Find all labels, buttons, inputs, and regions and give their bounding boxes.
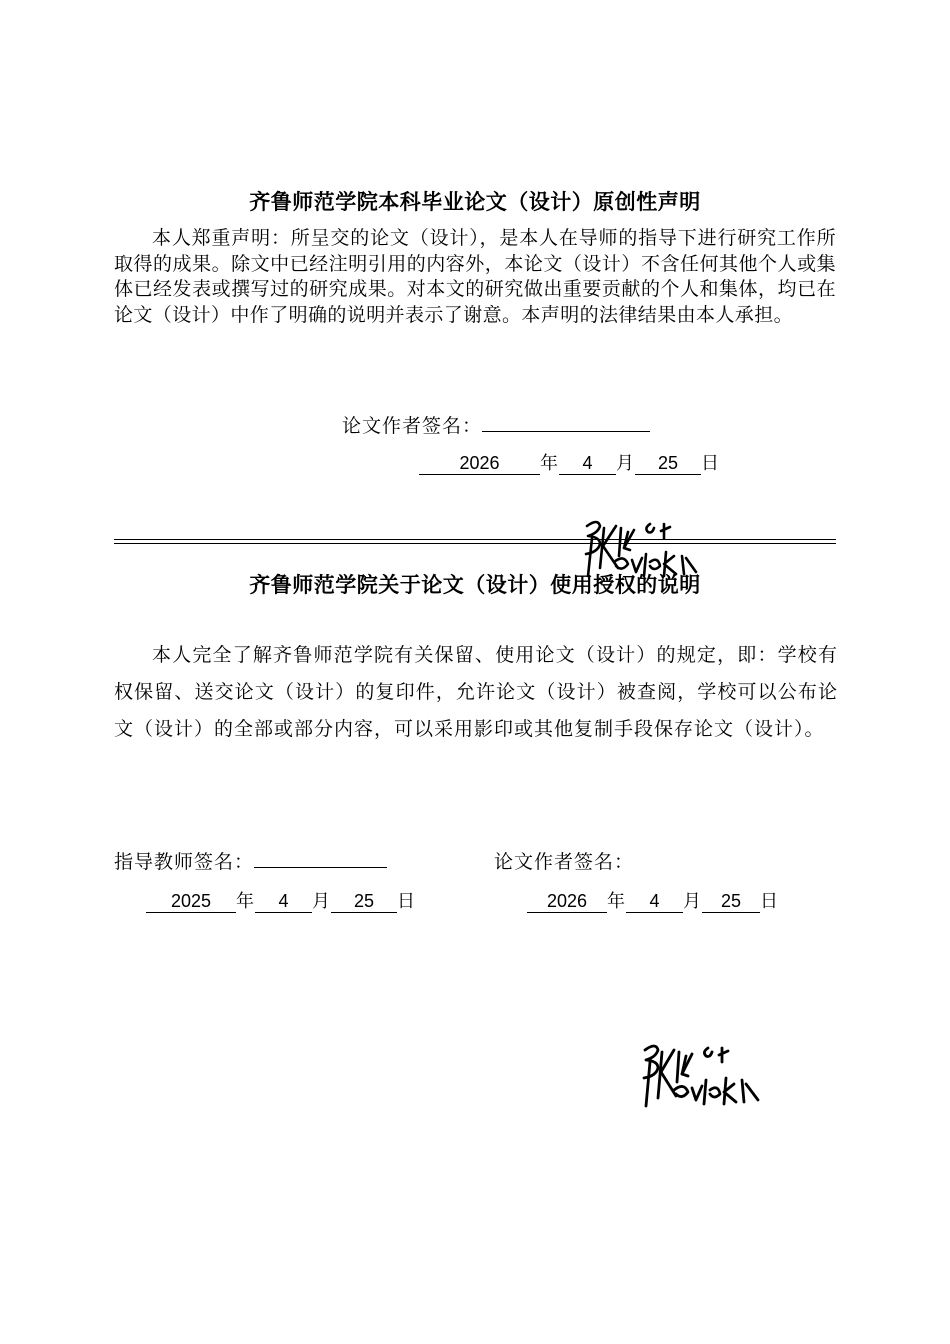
- declaration-date: [419, 449, 720, 475]
- declaration-day-unit: 日: [701, 453, 720, 474]
- advisor-date: [146, 887, 416, 913]
- declaration-body: 本人郑重声明：所呈交的论文（设计），是本人在导师的指导下进行研究工作所取得的成果。除文中已经注明引用的内容外，本论文（设计）不含任何其他个人或集体已经发表或撰写过的研究成果。对本文的研究做出重要贡献的个人和集体，均已在论文（设计）中作了明确的说明并表示了谢意。本声明的法律结果由本人承担。: [114, 227, 836, 326]
- authorization-author-month-value: 4: [626, 890, 683, 913]
- separator-rule-bottom: [114, 543, 836, 544]
- authorization-author-sign-label: 论文作者签名：: [494, 851, 635, 873]
- declaration-month-value: 4: [559, 452, 616, 475]
- advisor-sign-line[interactable]: [254, 847, 387, 868]
- authorization-author-day-value: 25: [702, 890, 760, 913]
- authorization-body: 本人完全了解齐鲁师范学院有关保留、使用论文（设计）的规定，即：学校有权保留、送交论文（设计）的复印件，允许论文（设计）被查阅，学校可以公布论文（设计）的全部或部分内容，可以采用影印或其他复制手段保存论文（设计）。: [114, 644, 838, 740]
- authorization-title: 齐鲁师范学院关于论文（设计）使用授权的说明: [249, 573, 701, 597]
- declaration-title: 齐鲁师范学院本科毕业论文（设计）原创性声明: [249, 190, 701, 214]
- declaration-author-sign-line[interactable]: [482, 411, 650, 432]
- advisor-sign-row: [114, 847, 387, 874]
- authorization-author-signature: [636, 1040, 766, 1112]
- advisor-month-value: 4: [255, 890, 312, 913]
- declaration-month-unit: 月: [616, 453, 635, 474]
- advisor-day-value: 25: [331, 890, 397, 913]
- authorization-author-sign-row: [494, 847, 634, 874]
- advisor-year-unit: 年: [236, 891, 255, 912]
- declaration-year-unit: 年: [540, 453, 559, 474]
- declaration-author-sign-row: [342, 411, 650, 438]
- authorization-author-year-value: 2026: [527, 890, 607, 913]
- separator-rule-top: [114, 539, 836, 540]
- advisor-year-value: 2025: [146, 890, 236, 913]
- declaration-day-value: 25: [635, 452, 701, 475]
- authorization-author-month-unit: 月: [683, 891, 702, 912]
- authorization-author-date: [527, 887, 779, 913]
- advisor-month-unit: 月: [312, 891, 331, 912]
- advisor-day-unit: 日: [397, 891, 416, 912]
- declaration-year-value: 2026: [419, 452, 540, 475]
- authorization-author-year-unit: 年: [607, 891, 626, 912]
- advisor-sign-label: 指导教师签名：: [114, 851, 255, 873]
- declaration-author-sign-label: 论文作者签名：: [342, 415, 483, 437]
- authorization-author-day-unit: 日: [760, 891, 779, 912]
